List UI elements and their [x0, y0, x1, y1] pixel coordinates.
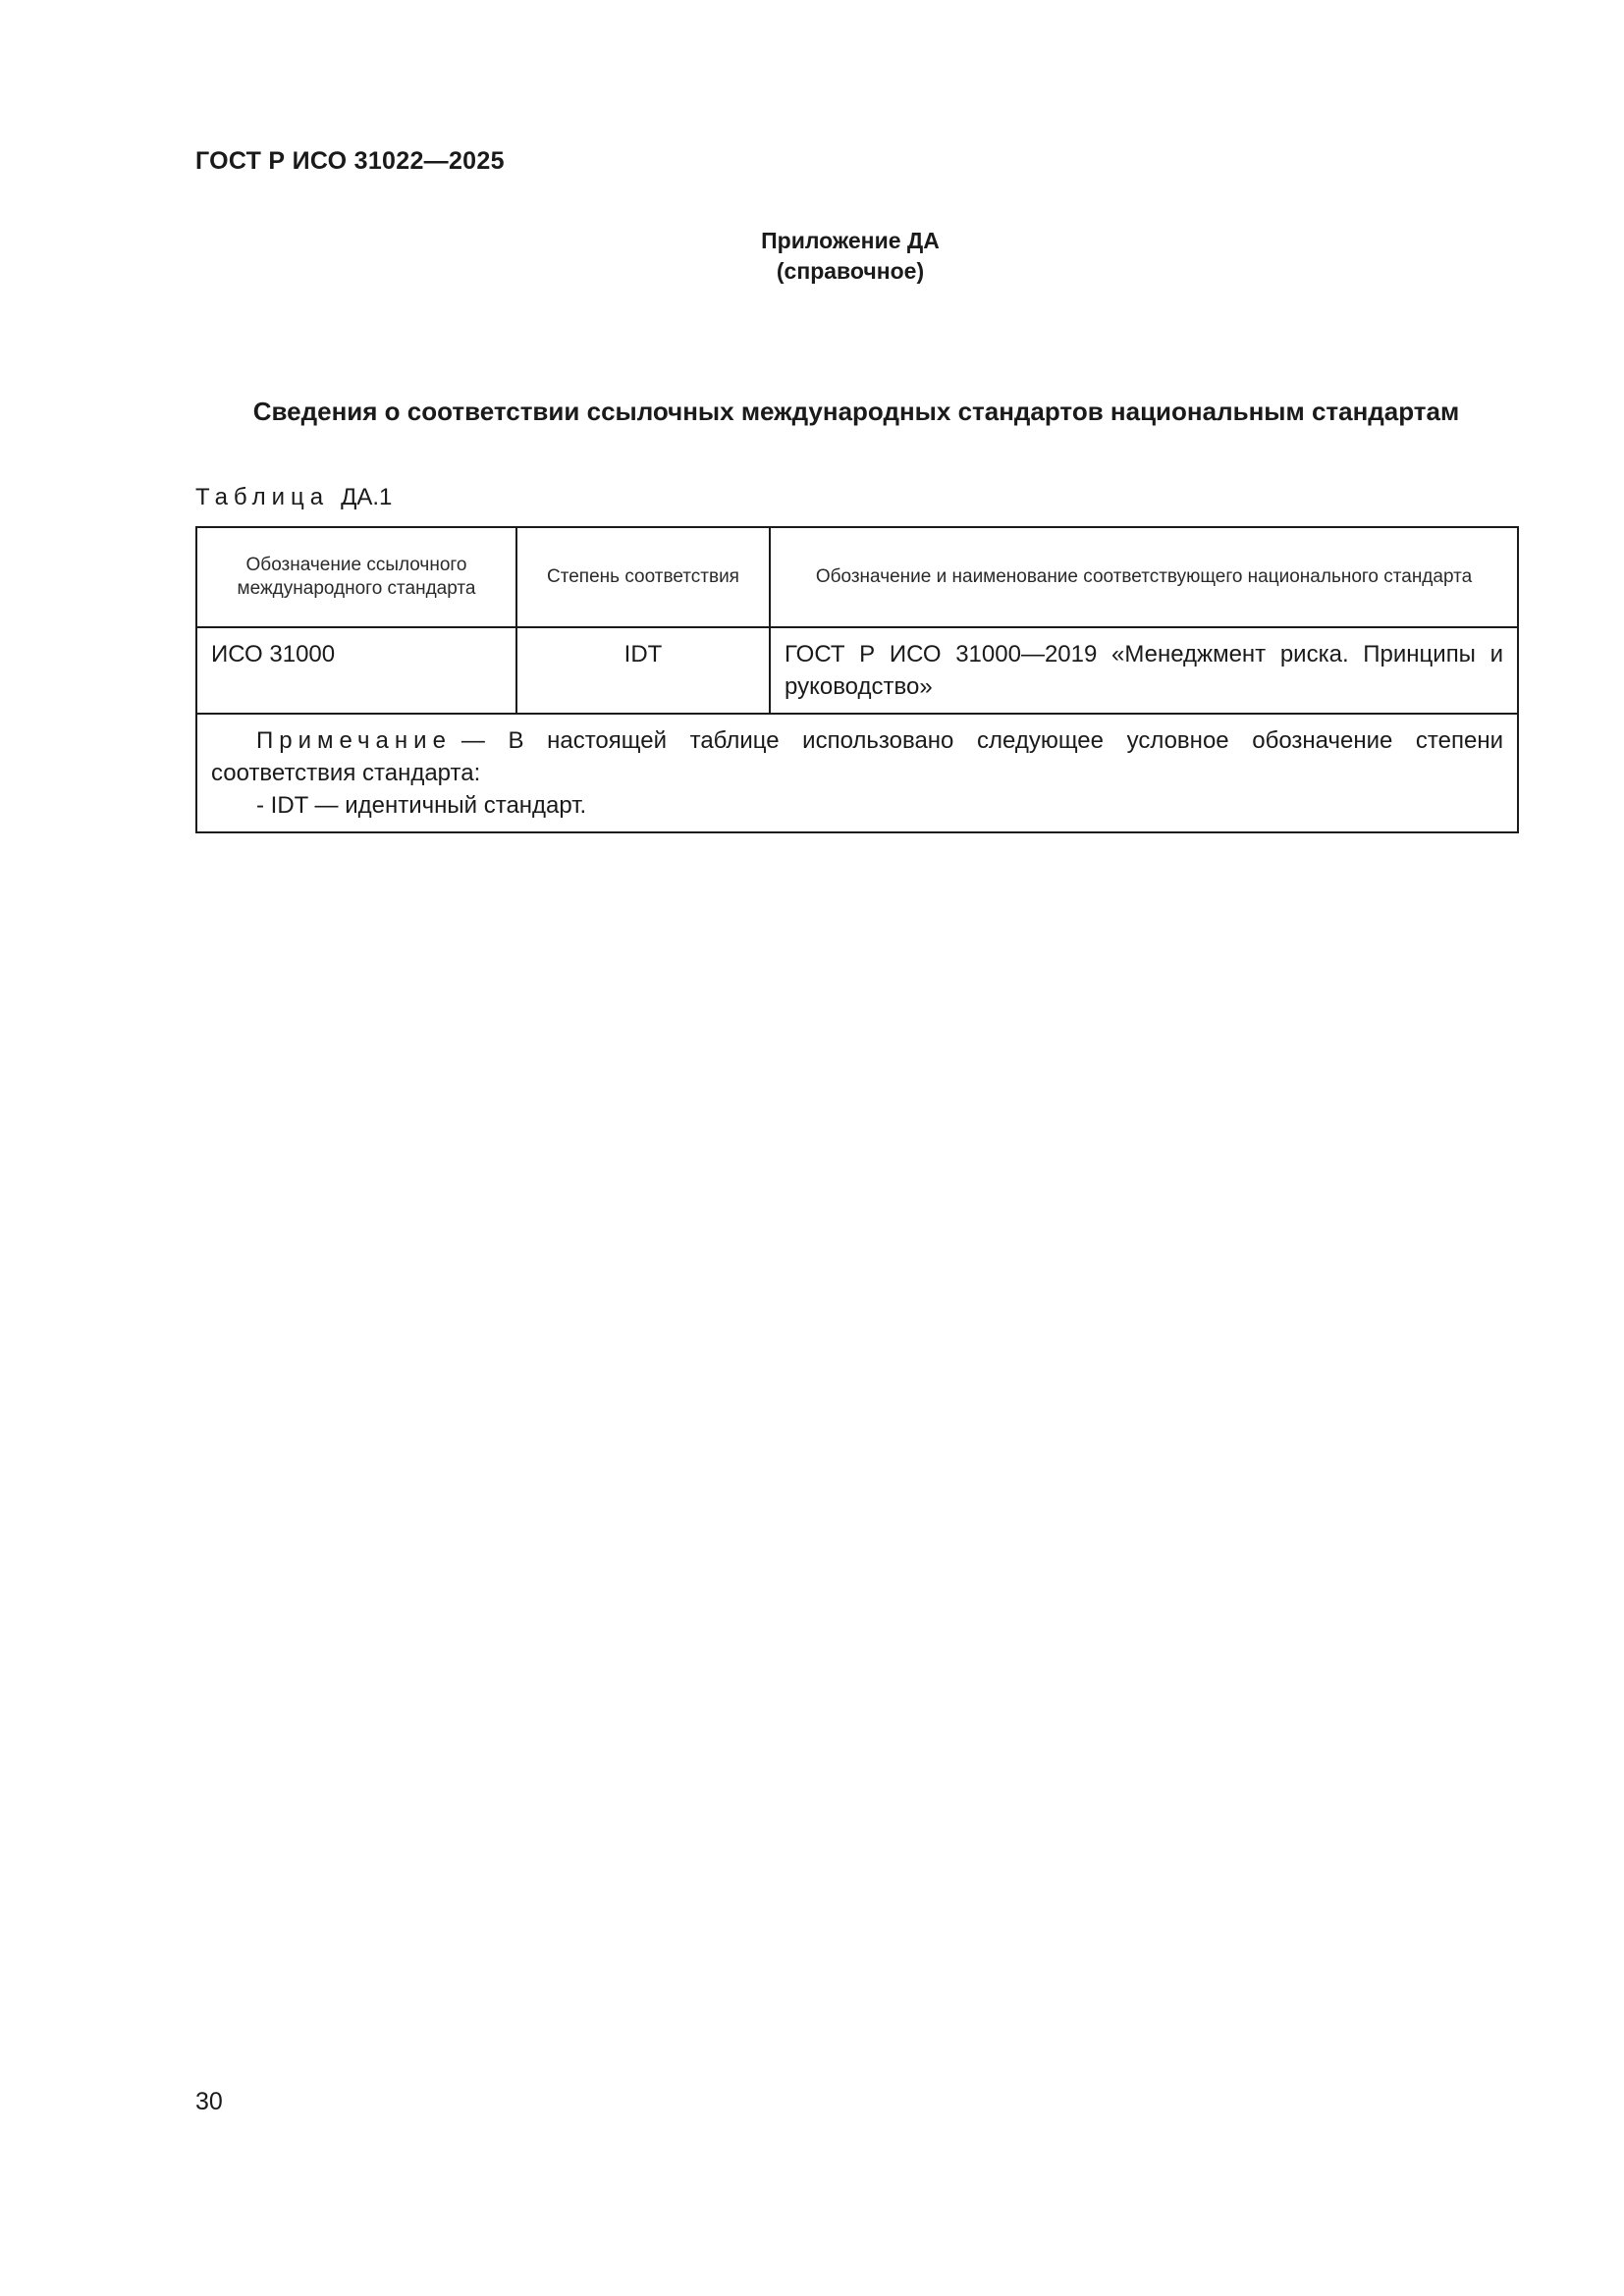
- table-note-row: [196, 714, 1518, 832]
- reference-standards-table: [195, 526, 1519, 833]
- page-number: 30: [195, 2088, 223, 2115]
- annex-title: Приложение ДА: [761, 228, 940, 253]
- annex-heading: [0, 226, 1624, 287]
- note-text: — В настоящей таблице использовано следующее условное обозначение степени соответствия стандарта:: [211, 727, 1503, 786]
- table-note: [196, 714, 1518, 832]
- table-header-row: [196, 527, 1518, 627]
- column-header-international: Обозначение ссылочного международного стандарта: [196, 527, 516, 627]
- cell-national-standard: ГОСТ Р ИСО 31000—2019 «Менеджмент риска. Принципы и руководство»: [770, 627, 1518, 714]
- note-item: - IDT — идентичный стандарт.: [256, 792, 587, 819]
- cell-international-standard: ИСО 31000: [196, 627, 516, 714]
- column-header-national: Обозначение и наименование соответствующего национального стандарта: [770, 527, 1518, 627]
- document-code: ГОСТ Р ИСО 31022—2025: [195, 147, 505, 175]
- note-label: Примечание: [256, 727, 452, 754]
- table-caption-label: Таблица: [195, 484, 330, 510]
- table-caption-number: ДА.1: [341, 484, 393, 510]
- column-header-degree: Степень соответствия: [516, 527, 770, 627]
- table-row: [196, 627, 1518, 714]
- annex-status: (справочное): [776, 258, 925, 284]
- table-caption: [195, 484, 392, 511]
- cell-degree: IDT: [516, 627, 770, 714]
- section-title: Сведения о соответствии ссылочных международных стандартов национальным стандартам: [252, 397, 1460, 426]
